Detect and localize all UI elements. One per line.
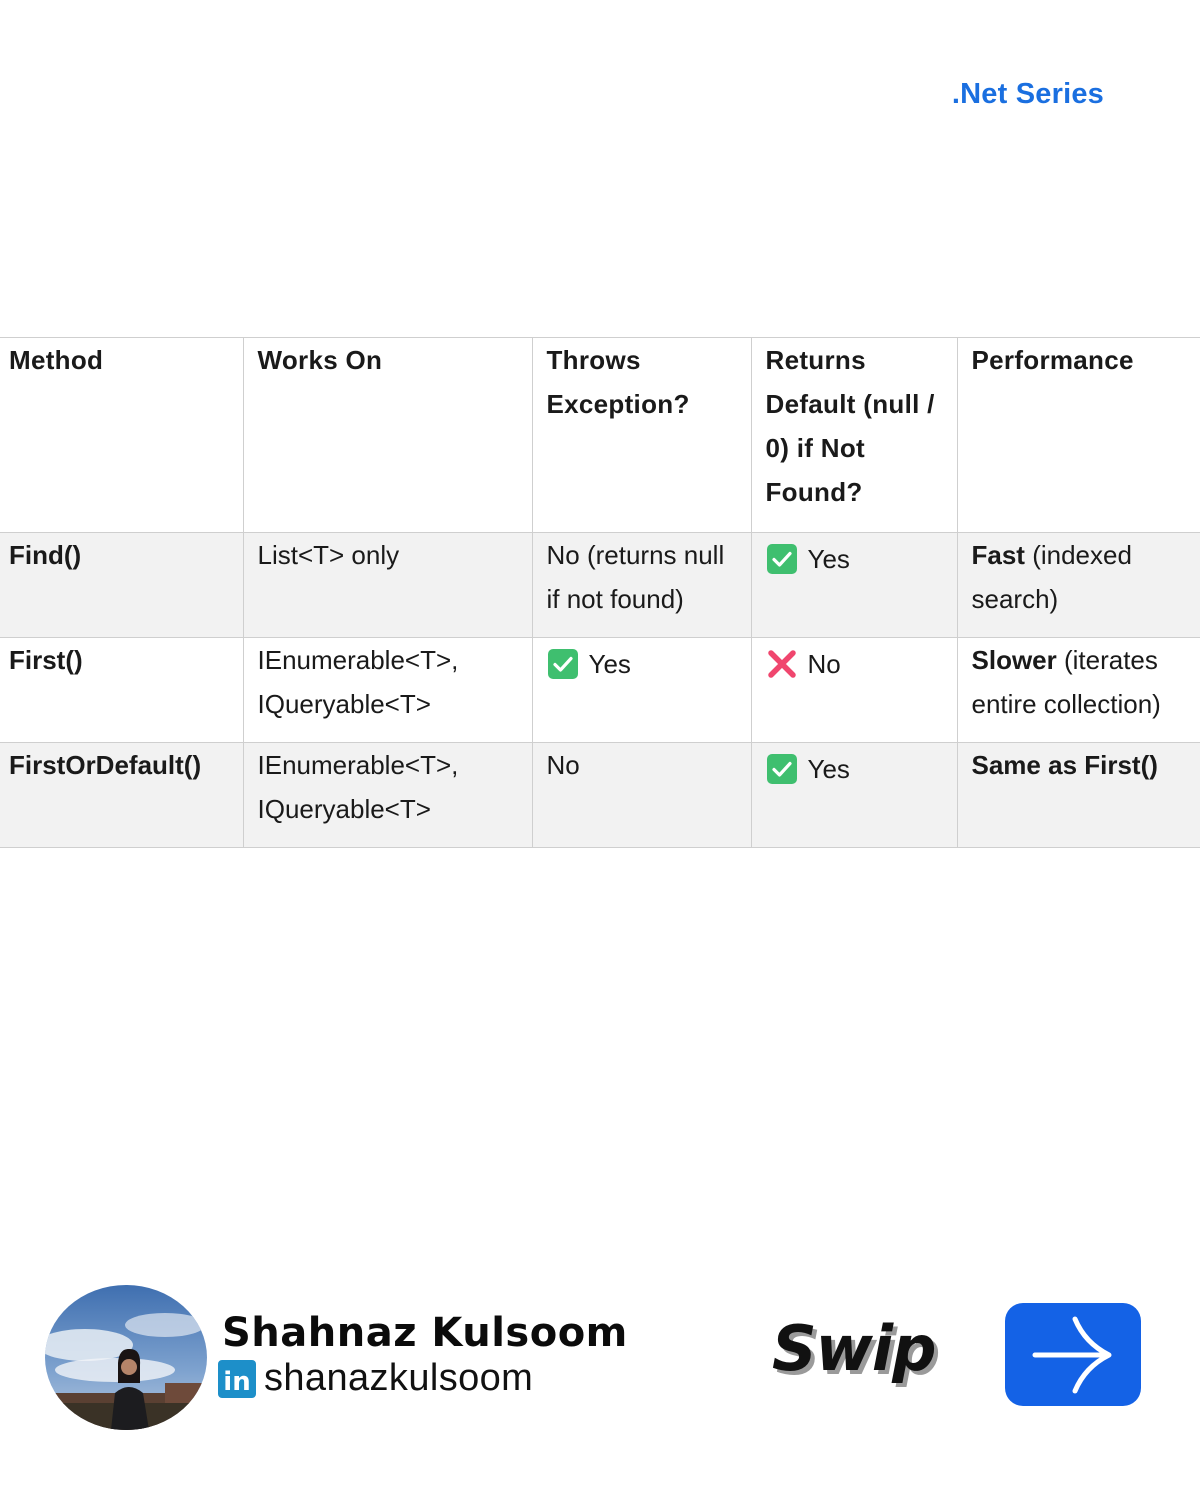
check-mark-icon — [547, 648, 579, 680]
returns-default-cell — [751, 743, 957, 848]
works-on-cell: List<T> only — [243, 533, 532, 638]
table-header-row — [0, 338, 1200, 533]
arrow-right-icon — [1031, 1313, 1115, 1397]
throws-value: Yes — [588, 649, 631, 679]
performance-strong: Slower — [971, 645, 1057, 675]
works-on-cell: IEnumerable<T>, IQueryable<T> — [243, 638, 532, 743]
returns-default-cell — [751, 638, 957, 743]
handle-text: shanazkulsoom — [264, 1357, 534, 1399]
check-mark-icon — [766, 543, 798, 575]
header-returns-default: Returns Default (null / 0) if Not Found? — [751, 338, 957, 533]
table-row — [0, 743, 1200, 848]
author-name: Shahnaz Kulsoom — [222, 1310, 628, 1356]
works-on-cell: IEnumerable<T>, IQueryable<T> — [243, 743, 532, 848]
table-row — [0, 638, 1200, 743]
returns-default-value: No — [807, 649, 841, 679]
swipe-label: Swip — [772, 1312, 936, 1385]
method-cell: First() — [0, 638, 243, 743]
throws-cell: No — [532, 743, 751, 848]
performance-detail: (iterates entire collection) — [971, 645, 1161, 719]
method-cell: FirstOrDefault() — [0, 743, 243, 848]
performance-cell — [957, 743, 1200, 848]
returns-default-cell — [751, 533, 957, 638]
next-slide-button[interactable] — [1005, 1303, 1141, 1406]
header-method: Method — [0, 338, 243, 533]
performance-cell — [957, 638, 1200, 743]
table-row — [0, 533, 1200, 638]
throws-cell: No (returns null if not found) — [532, 533, 751, 638]
avatar-photo — [45, 1285, 207, 1430]
performance-cell — [957, 533, 1200, 638]
cross-mark-icon — [766, 648, 798, 680]
returns-default-value: Yes — [807, 544, 850, 574]
comparison-table — [0, 337, 1200, 848]
check-mark-icon — [766, 753, 798, 785]
series-tag: .Net Series — [951, 78, 1104, 110]
avatar — [45, 1285, 207, 1430]
performance-strong: Same as First() — [971, 750, 1158, 780]
performance-detail: (indexed search) — [971, 540, 1132, 614]
linkedin-handle[interactable] — [218, 1357, 533, 1400]
header-works-on: Works On — [243, 338, 532, 533]
header-performance: Performance — [957, 338, 1200, 533]
throws-cell — [532, 638, 751, 743]
performance-strong: Fast — [971, 540, 1025, 570]
returns-default-value: Yes — [807, 754, 850, 784]
linkedin-icon: in — [218, 1360, 256, 1398]
method-cell: Find() — [0, 533, 243, 638]
header-throws-exception: Throws Exception? — [532, 338, 751, 533]
